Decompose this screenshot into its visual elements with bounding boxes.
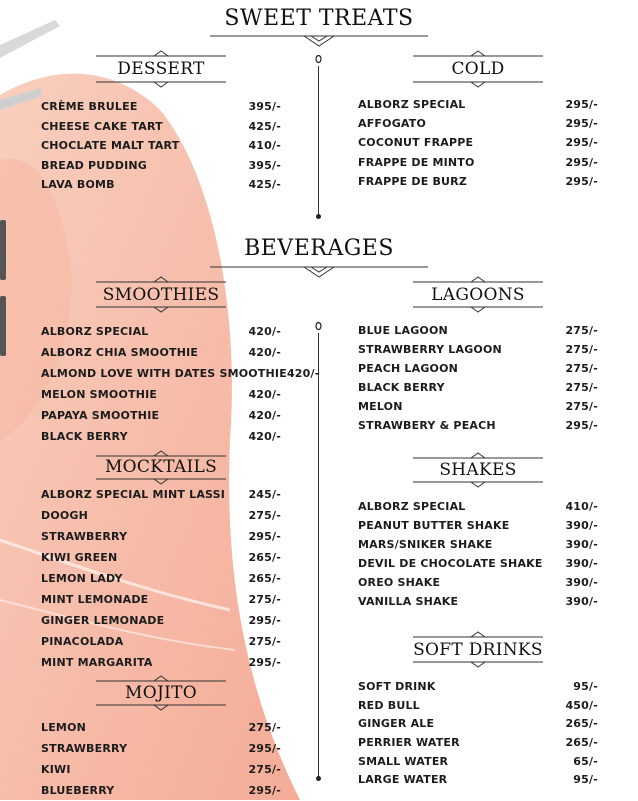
section-ornament-icon (96, 675, 226, 683)
menu-item-price: 450/- (565, 698, 598, 712)
menu-item (358, 340, 598, 359)
menu-item (358, 321, 598, 340)
section-ornament-icon (413, 305, 543, 313)
menu-item-price: 265/- (248, 551, 281, 564)
menu-item-price: 275/- (248, 593, 281, 606)
section-ornament-icon (413, 80, 543, 88)
menu-item-name: MINT LEMONADE (41, 593, 149, 606)
section-title-mojito: MOJITO (125, 683, 197, 703)
menu-list-lagoons (358, 321, 598, 435)
menu-item-name: FRAPPE DE MINTO (358, 155, 475, 169)
menu-item-name: ALMOND LOVE WITH DATES SMOOTHIE (41, 367, 287, 380)
section-title-lagoons: LAGOONS (431, 285, 525, 305)
menu-item (41, 363, 320, 384)
menu-item (358, 133, 598, 152)
menu-item-price: 275/- (565, 381, 598, 394)
menu-item-name: GINGER LEMONADE (41, 614, 165, 627)
menu-item (358, 95, 598, 114)
menu-item-name: MINT MARGARITA (41, 656, 153, 669)
menu-item (358, 734, 598, 753)
menu-item-name: CHEESE CAKE TART (41, 119, 163, 133)
center-divider (318, 333, 319, 778)
menu-item-name: ALBORZ SPECIAL MINT LASSI (41, 488, 226, 501)
menu-item (41, 156, 281, 176)
menu-item-price: 265/- (565, 736, 598, 750)
menu-item-name: ALBORZ SPECIAL (41, 325, 149, 338)
menu-item (358, 753, 598, 772)
page-title-beverages: BEVERAGES (244, 236, 394, 261)
menu-item-name: STRAWBERRY LAGOON (358, 343, 502, 356)
menu-item-price: 420/- (248, 430, 281, 443)
menu-item-name: MELON (358, 400, 403, 413)
section-ornament-icon (96, 50, 226, 58)
menu-item-name: CHOCLATE MALT TART (41, 139, 180, 152)
title-ornament-icon (210, 263, 428, 279)
menu-item-price: 275/- (565, 362, 598, 375)
menu-item-price: 245/- (248, 488, 281, 501)
menu-item (41, 426, 281, 447)
section-ornament-icon (96, 80, 226, 88)
menu-item (41, 384, 281, 405)
section-ornament-icon (96, 276, 226, 284)
menu-item (41, 405, 281, 426)
menu-item-name: GINGER ALE (358, 717, 435, 731)
menu-item-price: 275/- (565, 400, 598, 413)
menu-item-price: 295/- (248, 530, 281, 543)
menu-item-price: 275/- (248, 635, 281, 648)
menu-item-price: 390/- (565, 557, 598, 570)
menu-item-name: KIWI (41, 763, 71, 776)
menu-item (358, 554, 598, 573)
menu-item-name: STRAWBERRY (41, 530, 128, 543)
menu-item (41, 526, 281, 547)
menu-item-price: 295/- (248, 784, 281, 797)
menu-item-price: 295/- (565, 98, 598, 111)
menu-item-price: 420/- (248, 388, 281, 401)
menu-item (41, 589, 281, 610)
menu-item (358, 592, 598, 611)
menu-item-name: KIWI GREEN (41, 551, 118, 564)
menu-item (41, 505, 281, 526)
menu-item (358, 678, 598, 697)
menu-item-name: RED BULL (358, 698, 420, 712)
section-ornament-icon (96, 703, 226, 711)
divider-dot-icon (316, 214, 321, 219)
menu-item-price: 275/- (565, 324, 598, 337)
menu-item-price: 275/- (248, 721, 281, 734)
menu-item (358, 397, 598, 416)
menu-item-name: SOFT DRINK (358, 680, 436, 693)
menu-list-shakes (358, 497, 598, 611)
menu-item (358, 516, 598, 535)
menu-item-price: 275/- (565, 343, 598, 356)
menu-item-name: BLUE LAGOON (358, 324, 448, 337)
menu-item-name: LAVA BOMB (41, 178, 115, 191)
menu-item-name: PEANUT BUTTER SHAKE (358, 519, 510, 532)
menu-item-name: BLUEBERRY (41, 784, 115, 797)
menu-item-price: 295/- (565, 117, 598, 131)
menu-list-mocktails (41, 484, 281, 673)
menu-item-name: PEACH LAGOON (358, 362, 459, 375)
menu-item-price: 395/- (248, 158, 281, 172)
menu-item-price: 295/- (248, 656, 281, 669)
menu-item-price: 95/- (573, 680, 598, 693)
menu-item-name: COCONUT FRAPPE (358, 136, 474, 150)
menu-item (41, 738, 281, 759)
menu-item-price: 410/- (565, 500, 598, 513)
section-ornament-icon (413, 480, 543, 488)
menu-item (41, 780, 281, 801)
menu-item-name: ALBORZ SPECIAL (358, 98, 466, 111)
menu-item-price: 395/- (248, 100, 281, 113)
menu-item (358, 416, 598, 435)
menu-item (358, 771, 598, 790)
menu-item-name: CRÈME BRULEE (41, 100, 138, 113)
menu-item-name: DEVIL DE CHOCOLATE SHAKE (358, 557, 543, 570)
section-title-soft-drinks: SOFT DRINKS (413, 640, 543, 660)
menu-item-name: PINACOLADA (41, 635, 124, 648)
menu-item (41, 547, 281, 568)
divider-pin-icon (315, 55, 322, 66)
menu-item (41, 631, 281, 652)
menu-item-name: STRAWBERRY (41, 742, 128, 755)
menu-item-name: VANILLA SHAKE (358, 595, 459, 608)
menu-item-price: 420/- (248, 325, 281, 338)
menu-item-price: 295/- (565, 155, 598, 169)
menu-item (41, 117, 281, 137)
menu-item-name: SMALL WATER (358, 754, 449, 768)
menu-item-name: ALBORZ CHIA SMOOTHIE (41, 346, 199, 359)
menu-item-name: MARS/SNIKER SHAKE (358, 538, 493, 551)
menu-item-price: 410/- (248, 139, 281, 152)
menu-item-price: 95/- (573, 773, 598, 787)
menu-item (41, 717, 281, 738)
menu-item (358, 114, 598, 133)
section-ornament-icon (413, 631, 543, 639)
menu-item-price: 390/- (565, 595, 598, 608)
menu-item (358, 715, 598, 734)
menu-list-dessert (41, 97, 281, 195)
menu-item-price: 295/- (565, 136, 598, 150)
menu-item-name: OREO SHAKE (358, 576, 441, 589)
menu-item (41, 759, 281, 780)
divider-pin-icon (315, 322, 322, 333)
menu-item-name: FRAPPE DE BURZ (358, 174, 468, 188)
menu-item (358, 378, 598, 397)
menu-item-name: LEMON LADY (41, 572, 123, 585)
menu-item-price: 390/- (565, 576, 598, 589)
menu-item-name: BREAD PUDDING (41, 158, 148, 172)
menu-item-name: BLACK BERRY (358, 381, 445, 394)
menu-item-name: LEMON (41, 721, 87, 734)
menu-item-price: 390/- (565, 519, 598, 532)
menu-item-name: PERRIER WATER (358, 736, 460, 750)
menu-item-price: 420/- (248, 409, 281, 422)
menu-item (41, 136, 281, 156)
divider-dot-icon (316, 776, 321, 781)
menu-item (358, 535, 598, 554)
menu-item (358, 697, 598, 716)
menu-item-price: 425/- (248, 119, 281, 133)
menu-item-price: 295/- (248, 742, 281, 755)
menu-item-name: MELON SMOOTHIE (41, 388, 158, 401)
menu-item (41, 484, 281, 505)
title-ornament-icon (210, 32, 428, 48)
section-title-dessert: DESSERT (117, 59, 205, 79)
menu-item (41, 175, 281, 195)
menu-list-soft-drinks (358, 678, 598, 790)
menu-item-name: PAPAYA SMOOTHIE (41, 409, 160, 422)
menu-item (358, 497, 598, 516)
menu-item (41, 568, 281, 589)
menu-list-smoothies (41, 321, 320, 447)
section-ornament-icon (413, 660, 543, 668)
section-ornament-icon (96, 305, 226, 313)
section-title-shakes: SHAKES (439, 460, 517, 480)
section-ornament-icon (413, 50, 543, 58)
menu-item (41, 652, 281, 673)
page-title-sweet-treats: SWEET TREATS (224, 6, 414, 31)
menu-item-name: DOOGH (41, 509, 89, 522)
section-title-smoothies: SMOOTHIES (102, 285, 220, 305)
menu-list-cold (358, 95, 598, 191)
menu-item (41, 321, 281, 342)
menu-item (41, 342, 281, 363)
menu-item-price: 265/- (248, 572, 281, 585)
menu-item (41, 97, 281, 117)
menu-item (358, 573, 598, 592)
menu-item-name: ALBORZ SPECIAL (358, 500, 466, 513)
menu-item-price: 265/- (565, 717, 598, 731)
section-ornament-icon (413, 452, 543, 460)
menu-item-price: 295/- (565, 419, 598, 432)
menu-item-price: 425/- (248, 178, 281, 191)
menu-item (358, 172, 598, 191)
section-ornament-icon (413, 276, 543, 284)
menu-item-price: 295/- (565, 174, 598, 188)
menu-item-price: 295/- (248, 614, 281, 627)
menu-item-name: BLACK BERRY (41, 430, 128, 443)
menu-item (41, 610, 281, 631)
menu-item-name: LARGE WATER (358, 773, 448, 787)
menu-item-price: 420/- (248, 346, 281, 359)
menu-list-mojito (41, 717, 281, 801)
menu-item-name: AFFOGATO (358, 117, 427, 131)
menu-item-price: 420/- (286, 367, 320, 380)
menu-item-name: STRAWBERY & PEACH (358, 419, 496, 432)
center-divider (318, 66, 319, 216)
menu-item-price: 390/- (565, 538, 598, 551)
section-title-mocktails: MOCKTAILS (104, 457, 218, 477)
menu-item-price: 275/- (248, 509, 281, 522)
menu-item (358, 153, 598, 172)
menu-item (358, 359, 598, 378)
menu-item-price: 65/- (573, 754, 598, 768)
menu-item-price: 275/- (248, 763, 281, 776)
section-title-cold: COLD (451, 59, 505, 79)
